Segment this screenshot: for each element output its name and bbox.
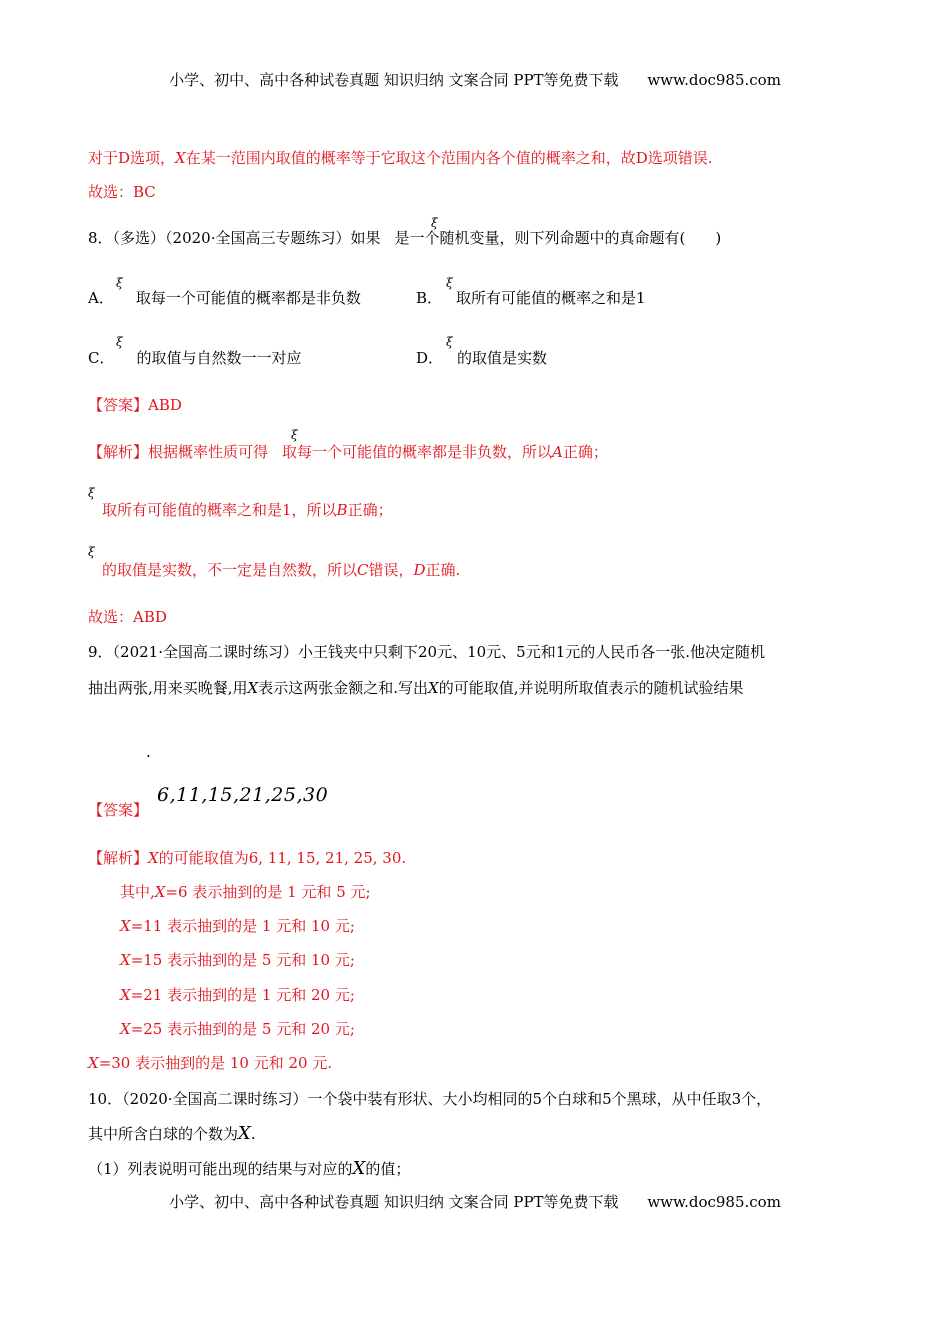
q9-item: X=11 表示抽到的是 1 元和 10 元; xyxy=(120,917,355,935)
xi-symbol: ξ xyxy=(446,276,453,290)
q10-line1: 10．（2020·全国高二课时练习）一个袋中装有形状、大小均相同的5个白球和5个黑球，从中任取3个， xyxy=(88,1090,772,1108)
q9-answer-values: 6,11,15,21,25,30 xyxy=(157,784,329,806)
q8-analysis-3: 的取值是实数，不一定是自然数，所以C错误，D正确. xyxy=(102,561,461,579)
q10-sub1: （1）列表说明可能出现的结果与对应的X的值； xyxy=(88,1158,411,1179)
q9-item: X=30 表示抽到的是 10 元和 20 元. xyxy=(88,1054,333,1072)
q8-option-a: A． 取每一个可能值的概率都是非负数 xyxy=(88,289,361,307)
q9-answer-tag: 【答案】 xyxy=(88,801,149,819)
q9-item: X=21 表示抽到的是 1 元和 20 元; xyxy=(120,986,355,1004)
xi-symbol: ξ xyxy=(88,486,95,500)
xi-symbol: ξ xyxy=(116,335,123,349)
q8-analysis-1: 【解析】根据概率性质可得 取每一个可能值的概率都是非负数，所以A正确； xyxy=(88,443,608,461)
xi-symbol: ξ xyxy=(446,335,453,349)
q10-line2: 其中所含白球的个数为X. xyxy=(88,1123,256,1144)
q8-option-c: C． 的取值与自然数一一对应 xyxy=(88,349,302,367)
xi-symbol: ξ xyxy=(116,276,123,290)
header-text: 小学、初中、高中各种试卷真题 知识归纳 文案合同 PPT等免费下载 xyxy=(169,71,619,89)
prev-choice: 故选：BC xyxy=(88,183,156,201)
q8-option-d: D． 的取值是实数 xyxy=(416,349,548,367)
page-header xyxy=(0,69,950,90)
xi-symbol: ξ xyxy=(291,428,298,442)
xi-symbol: ξ xyxy=(88,545,95,559)
prev-d-option: 对于D选项，X在某一范围内取值的概率等于它取这个范围内各个值的概率之和，故D选项错误. xyxy=(88,149,713,167)
q9-analysis-head: 【解析】X的可能取值为6, 11, 15, 21, 25, 30. xyxy=(88,849,407,867)
q8-option-b: B． 取所有可能值的概率之和是1 xyxy=(416,289,646,307)
header-site: www.doc985.com xyxy=(647,71,781,89)
q9-line2: 抽出两张,用来买晚餐,用X表示这两张金额之和.写出X的可能取值,并说明所取值表示的随机试验结果 xyxy=(88,679,744,697)
q8-choice: 故选：ABD xyxy=(88,608,167,626)
footer-text: 小学、初中、高中各种试卷真题 知识归纳 文案合同 PPT等免费下载 xyxy=(169,1193,619,1211)
q8-analysis-2: 取所有可能值的概率之和是1，所以B正确； xyxy=(102,501,393,519)
q8-title: 8．（多选）（2020·全国高三专题练习）如果 是一个随机变量，则下列命题中的真命题有( ) xyxy=(88,229,722,247)
footer-site: www.doc985.com xyxy=(647,1193,781,1211)
q9-item: X=25 表示抽到的是 5 元和 20 元; xyxy=(120,1020,355,1038)
q9-item: 其中,X=6 表示抽到的是 1 元和 5 元; xyxy=(120,883,371,901)
page-footer xyxy=(0,1191,950,1212)
q9-blank-dot: . xyxy=(146,743,151,761)
q9-item: X=15 表示抽到的是 5 元和 10 元; xyxy=(120,951,355,969)
q8-answer: 【答案】ABD xyxy=(88,396,182,414)
q9-line1: 9．（2021·全国高二课时练习）小王钱夹中只剩下20元、10元、5元和1元的人民币各一张.他决定随机 xyxy=(88,643,766,661)
xi-symbol: ξ xyxy=(431,216,438,230)
